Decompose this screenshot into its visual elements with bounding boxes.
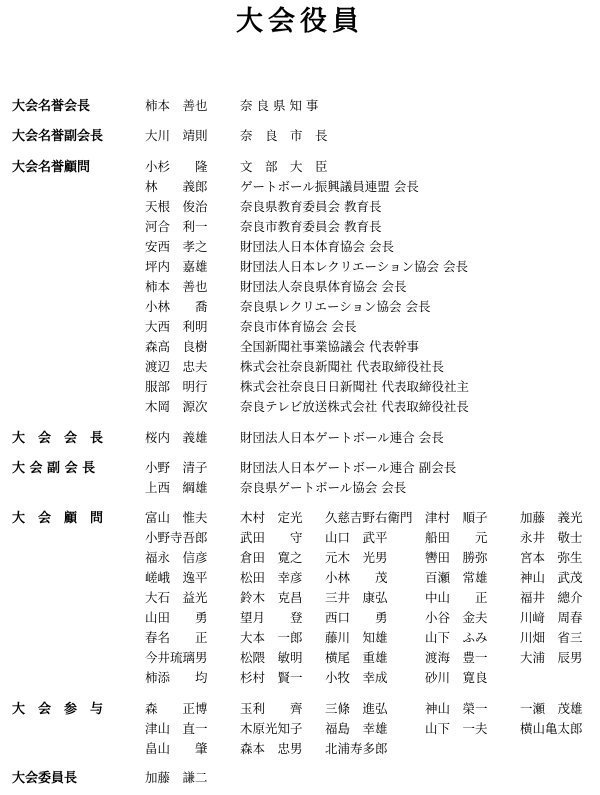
member-title: 奈良県教育委員会 教育長 — [240, 199, 382, 214]
member-title: 文 部 大 臣 — [240, 159, 328, 174]
member-name: 加藤 謙二 — [145, 770, 208, 785]
member-name: 大浦 辰男 — [520, 650, 583, 665]
member-name: 木岡 源次 — [145, 399, 208, 414]
member-name: 小林 喬 — [145, 299, 208, 314]
member-name: 永井 敬士 — [520, 530, 583, 545]
member-title: 財団法人奈良県体育協会 会長 — [240, 279, 407, 294]
member-name: 大石 益光 — [145, 590, 208, 605]
member-title: 奈良県ゲートボール協会 会長 — [240, 480, 407, 495]
member-name: 福島 幸雄 — [325, 721, 388, 736]
role-label: 大会委員長 — [12, 771, 78, 786]
member-name: 一瀬 茂雄 — [520, 701, 583, 716]
member-name: 春名 正 — [145, 630, 208, 645]
member-name: 横山亀太郎 — [520, 721, 583, 736]
member-title: 財団法人日本ゲートボール連合 会長 — [240, 430, 444, 445]
member-name: 柿添 均 — [145, 670, 208, 685]
member-name: 北浦寿多郎 — [325, 741, 388, 756]
member-title: 奈 良 県 知 事 — [240, 98, 319, 113]
member-name: 柿本 善也 — [145, 279, 208, 294]
member-name: 倉田 寛之 — [240, 550, 303, 565]
role-label: 大会名誉顧問 — [12, 160, 91, 175]
role-label: 大会名誉会長 — [12, 99, 91, 114]
member-name: 久慈吉野右衛門 — [325, 510, 413, 525]
member-title: 奈 良 市 長 — [240, 128, 328, 143]
member-name: 川畑 省三 — [520, 630, 583, 645]
member-title: 奈良テレビ放送株式会社 代表取締役社長 — [240, 399, 469, 414]
member-name: 桜内 義雄 — [145, 430, 208, 445]
member-name: 川﨑 周春 — [520, 610, 583, 625]
member-name: 玉利 齊 — [240, 701, 303, 716]
member-title: 全国新聞社事業協議会 代表幹事 — [240, 339, 419, 354]
member-title: ゲートボール振興議員連盟 会長 — [240, 179, 419, 194]
member-name: 船田 元 — [425, 530, 488, 545]
member-name: 小杉 隆 — [145, 159, 208, 174]
member-name: 木原光知子 — [240, 721, 303, 736]
role-label: 大 会 会 長 — [12, 431, 104, 446]
member-name: 小野 清子 — [145, 460, 208, 475]
member-name: 中山 正 — [425, 590, 488, 605]
member-name: 藤川 知雄 — [325, 630, 388, 645]
member-title: 奈良県レクリエーション協会 会長 — [240, 299, 431, 314]
member-name: 安西 孝之 — [145, 239, 208, 254]
member-name: 西口 勇 — [325, 610, 388, 625]
member-name: 森 正博 — [145, 701, 208, 716]
member-name: 河合 利一 — [145, 219, 208, 234]
member-title: 財団法人日本ゲートボール連合 副会長 — [240, 460, 457, 475]
member-name: 轡田 勝弥 — [425, 550, 488, 565]
member-name: 大川 靖則 — [145, 128, 208, 143]
member-name: 小野寺吾郎 — [145, 530, 208, 545]
member-name: 松隈 敏明 — [240, 650, 303, 665]
member-name: 三條 進弘 — [325, 701, 388, 716]
member-name: 今井琉璃男 — [145, 650, 208, 665]
member-title: 株式会社奈良新聞社 代表取締役社長 — [240, 359, 444, 374]
member-name: 坪内 嘉雄 — [145, 259, 208, 274]
member-name: 大西 利明 — [145, 319, 208, 334]
member-title: 奈良市体育協会 会長 — [240, 319, 357, 334]
member-name: 宮本 弥生 — [520, 550, 583, 565]
member-name: 富山 惟夫 — [145, 510, 208, 525]
member-name: 嵯峨 逸平 — [145, 570, 208, 585]
member-name: 三井 康弘 — [325, 590, 388, 605]
member-name: 福永 信彦 — [145, 550, 208, 565]
member-name: 小谷 金夫 — [425, 610, 488, 625]
member-name: 砂川 寛良 — [425, 670, 488, 685]
member-name: 百瀬 常雄 — [425, 570, 488, 585]
member-name: 大本 一郎 — [240, 630, 303, 645]
member-name: 服部 明行 — [145, 379, 208, 394]
member-name: 森本 忠男 — [240, 741, 303, 756]
member-name: 福井 總介 — [520, 590, 583, 605]
member-name: 柿本 善也 — [145, 98, 208, 113]
role-label: 大 会 顧 問 — [12, 511, 104, 526]
member-name: 山下 一夫 — [425, 721, 488, 736]
member-name: 渡海 豊一 — [425, 650, 488, 665]
member-name: 渡辺 忠夫 — [145, 359, 208, 374]
member-name: 森高 良樹 — [145, 339, 208, 354]
member-title: 株式会社奈良日日新聞社 代表取締役社主 — [240, 379, 469, 394]
member-name: 山田 勇 — [145, 610, 208, 625]
role-label: 大 会 副 会 長 — [12, 461, 96, 476]
member-name: 神山 榮一 — [425, 701, 488, 716]
member-name: 松田 幸彦 — [240, 570, 303, 585]
member-name: 天根 俊治 — [145, 199, 208, 214]
member-name: 横尾 重雄 — [325, 650, 388, 665]
member-name: 木村 定光 — [240, 510, 303, 525]
member-title: 奈良市教育委員会 教育長 — [240, 219, 382, 234]
member-title: 財団法人日本体育協会 会長 — [240, 239, 394, 254]
member-name: 津山 直一 — [145, 721, 208, 736]
member-name: 杉村 賢一 — [240, 670, 303, 685]
role-label: 大会名誉副会長 — [12, 129, 104, 144]
member-name: 山下 ふみ — [425, 630, 488, 645]
page-title: 大会役員 — [236, 6, 364, 37]
member-name: 武田 守 — [240, 530, 303, 545]
role-label: 大 会 参 与 — [12, 702, 104, 717]
member-name: 元木 光男 — [325, 550, 388, 565]
member-name: 津村 順子 — [425, 510, 488, 525]
member-name: 林 義郎 — [145, 179, 208, 194]
member-name: 小林 茂 — [325, 570, 388, 585]
member-name: 望月 登 — [240, 610, 303, 625]
member-title: 財団法人日本レクリエーション協会 会長 — [240, 259, 468, 274]
member-name: 畠山 肇 — [145, 741, 208, 756]
member-name: 山口 武平 — [325, 530, 388, 545]
member-name: 加藤 義光 — [520, 510, 583, 525]
member-name: 神山 武茂 — [520, 570, 583, 585]
member-name: 上西 綱雄 — [145, 480, 208, 495]
member-name: 鈴木 克昌 — [240, 590, 303, 605]
member-name: 小牧 幸成 — [325, 670, 388, 685]
